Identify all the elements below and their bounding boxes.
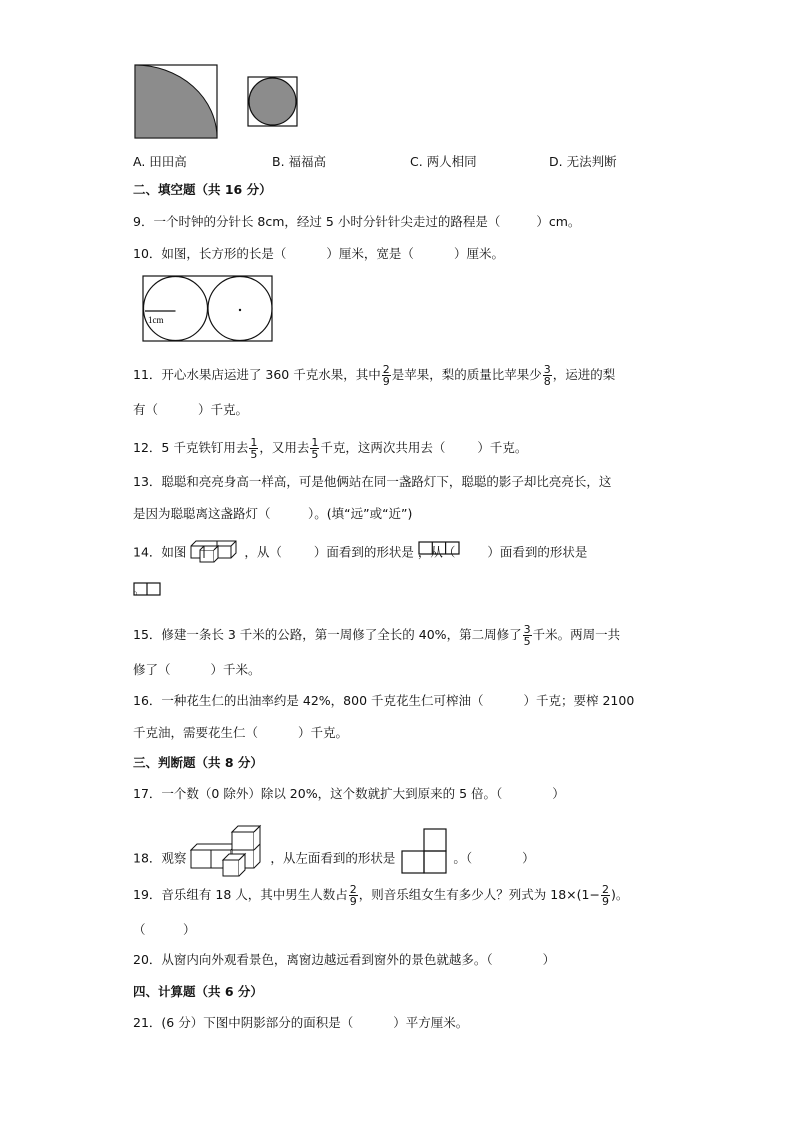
fraction-1-5-a: $\frac{1}{5}$ [250,436,258,461]
q16-line2b: ）千克。 [298,725,349,740]
question-14-line1 [133,541,587,565]
q10-part3: ）厘米。 [453,246,504,261]
q16-line2a: 千克油，需要花生仁（ [133,725,259,740]
q21-part2: ）平方厘米。 [393,1015,469,1030]
q10-part2: ）厘米，宽是（ [326,246,414,261]
section-heading-true-false: 三、判断题（共 8 分） [133,755,263,770]
question-18 [133,832,535,886]
two-squares-view [133,582,163,596]
q14-part1: 14．如图 [133,544,187,560]
q11-part2: 是苹果，梨的质量比苹果少 [391,367,542,382]
option-d: D. 无法判断 [549,154,617,169]
question-21 [133,1015,468,1031]
q12-part2: ，又用去 [259,440,310,455]
q10-part1: 10．如图，长方形的长是（ [133,246,287,261]
q18-part1: 18．观察 [133,850,187,866]
q11-part3: ，运进的梨 [552,367,616,382]
radius-label: 1cm [148,315,164,325]
q14-part3: ）面看到的形状是 [313,544,414,560]
question-19-answer-blank: （ ） [133,922,196,937]
section-heading-calculation: 四、计算题（共 6 分） [133,984,263,999]
quarter-circle-figure [134,64,220,140]
question-14-line2 [133,582,146,598]
question-10 [133,246,504,262]
fraction-2-9: $\frac{2}{9}$ [382,363,390,388]
question-20: 20．从窗内向外观看景色，离窗边越远看到窗外的景色就越多。（ ） [133,952,556,967]
q21-part1: 21．(6 分）下图中阴影部分的面积是（ [133,1015,354,1030]
q11-line2b: ）千克。 [198,402,249,417]
fraction-2-9-b: $\frac{2}{9}$ [601,883,609,908]
q19-part2: ，则音乐组女生有多少人？列式为 18×(1− [358,887,600,902]
fraction-2-9-a: $\frac{2}{9}$ [349,883,357,908]
option-c: C. 两人相同 [410,154,477,169]
fraction-3-8: $\frac{3}{8}$ [543,363,551,388]
q15-line2b: ）千米。 [210,662,261,677]
option-b: B. 福福高 [272,154,327,169]
q19-part1: 19．音乐组有 18 人，其中男生人数占 [133,887,348,902]
question-9 [133,214,580,230]
q14-part4: ，从（ [417,544,456,560]
q12-part3: 千克，这两次共用去（ [320,440,446,455]
question-15-line1 [133,624,620,647]
fraction-3-5: $\frac{3}{5}$ [523,623,531,648]
question-13-line1: 13．聪聪和亮亮身高一样高，可是他俩站在同一盏路灯下，聪聪的影子却比亮亮长，这 [133,474,612,489]
q14-part2: ，从（ [244,544,282,560]
q18-part3: 。（ ） [453,850,535,866]
q12-part1: 12．5 千克铁钉用去 [133,440,249,455]
q9-text: 9．一个时钟的分针长 8cm，经过 5 小时分针针尖走过的路程是（ [133,214,501,229]
left-view-shape [399,828,449,874]
q9-unit: ）cm。 [536,214,581,229]
question-11-line1 [133,364,615,387]
question-15-line2 [133,662,261,678]
question-16-line1 [133,693,634,709]
question-19 [133,884,628,907]
circle-in-square-figure [247,76,299,128]
section-heading-fill-blank: 二、填空题（共 16 分） [133,182,272,197]
cube-structure-figure [190,824,266,878]
q11-part1: 11．开心水果店运进了 360 千克水果，其中 [133,367,381,382]
fraction-1-5-b: $\frac{1}{5}$ [311,436,319,461]
q15-part1: 15．修建一条长 3 千米的公路，第一周修了全长的 40%，第二周修了 [133,627,522,642]
q18-part2: ，从左面看到的形状是 [270,850,396,866]
q19-part3: )。 [610,887,629,902]
rectangle-two-circles-figure [142,275,274,343]
question-11-line2 [133,402,248,418]
cube-stack-figure [190,539,240,563]
q14-part6: 。 [133,582,146,597]
option-a: A. 田田高 [133,154,187,169]
q11-line2a: 有（ [133,402,159,417]
q16-line1a: 16．一种花生仁的出油率约是 42%，800 千克花生仁可榨油（ [133,693,484,708]
question-12 [133,437,527,460]
question-16-line2 [133,725,348,741]
q16-line1b: ）千克；要榨 2100 [523,693,635,708]
q14-part5: ）面看到的形状是 [487,544,588,560]
q15-line2a: 修了（ [133,662,171,677]
three-squares-view [418,541,460,555]
q12-part4: ）千克。 [477,440,528,455]
q15-part2: 千米。两周一共 [532,627,621,642]
question-17: 17．一个数（0 除外）除以 20%，这个数就扩大到原来的 5 倍。（ ） [133,786,565,801]
question-13-line2: 是因为聪聪离这盏路灯（ ）。(填“远”或“近”) [133,506,413,521]
